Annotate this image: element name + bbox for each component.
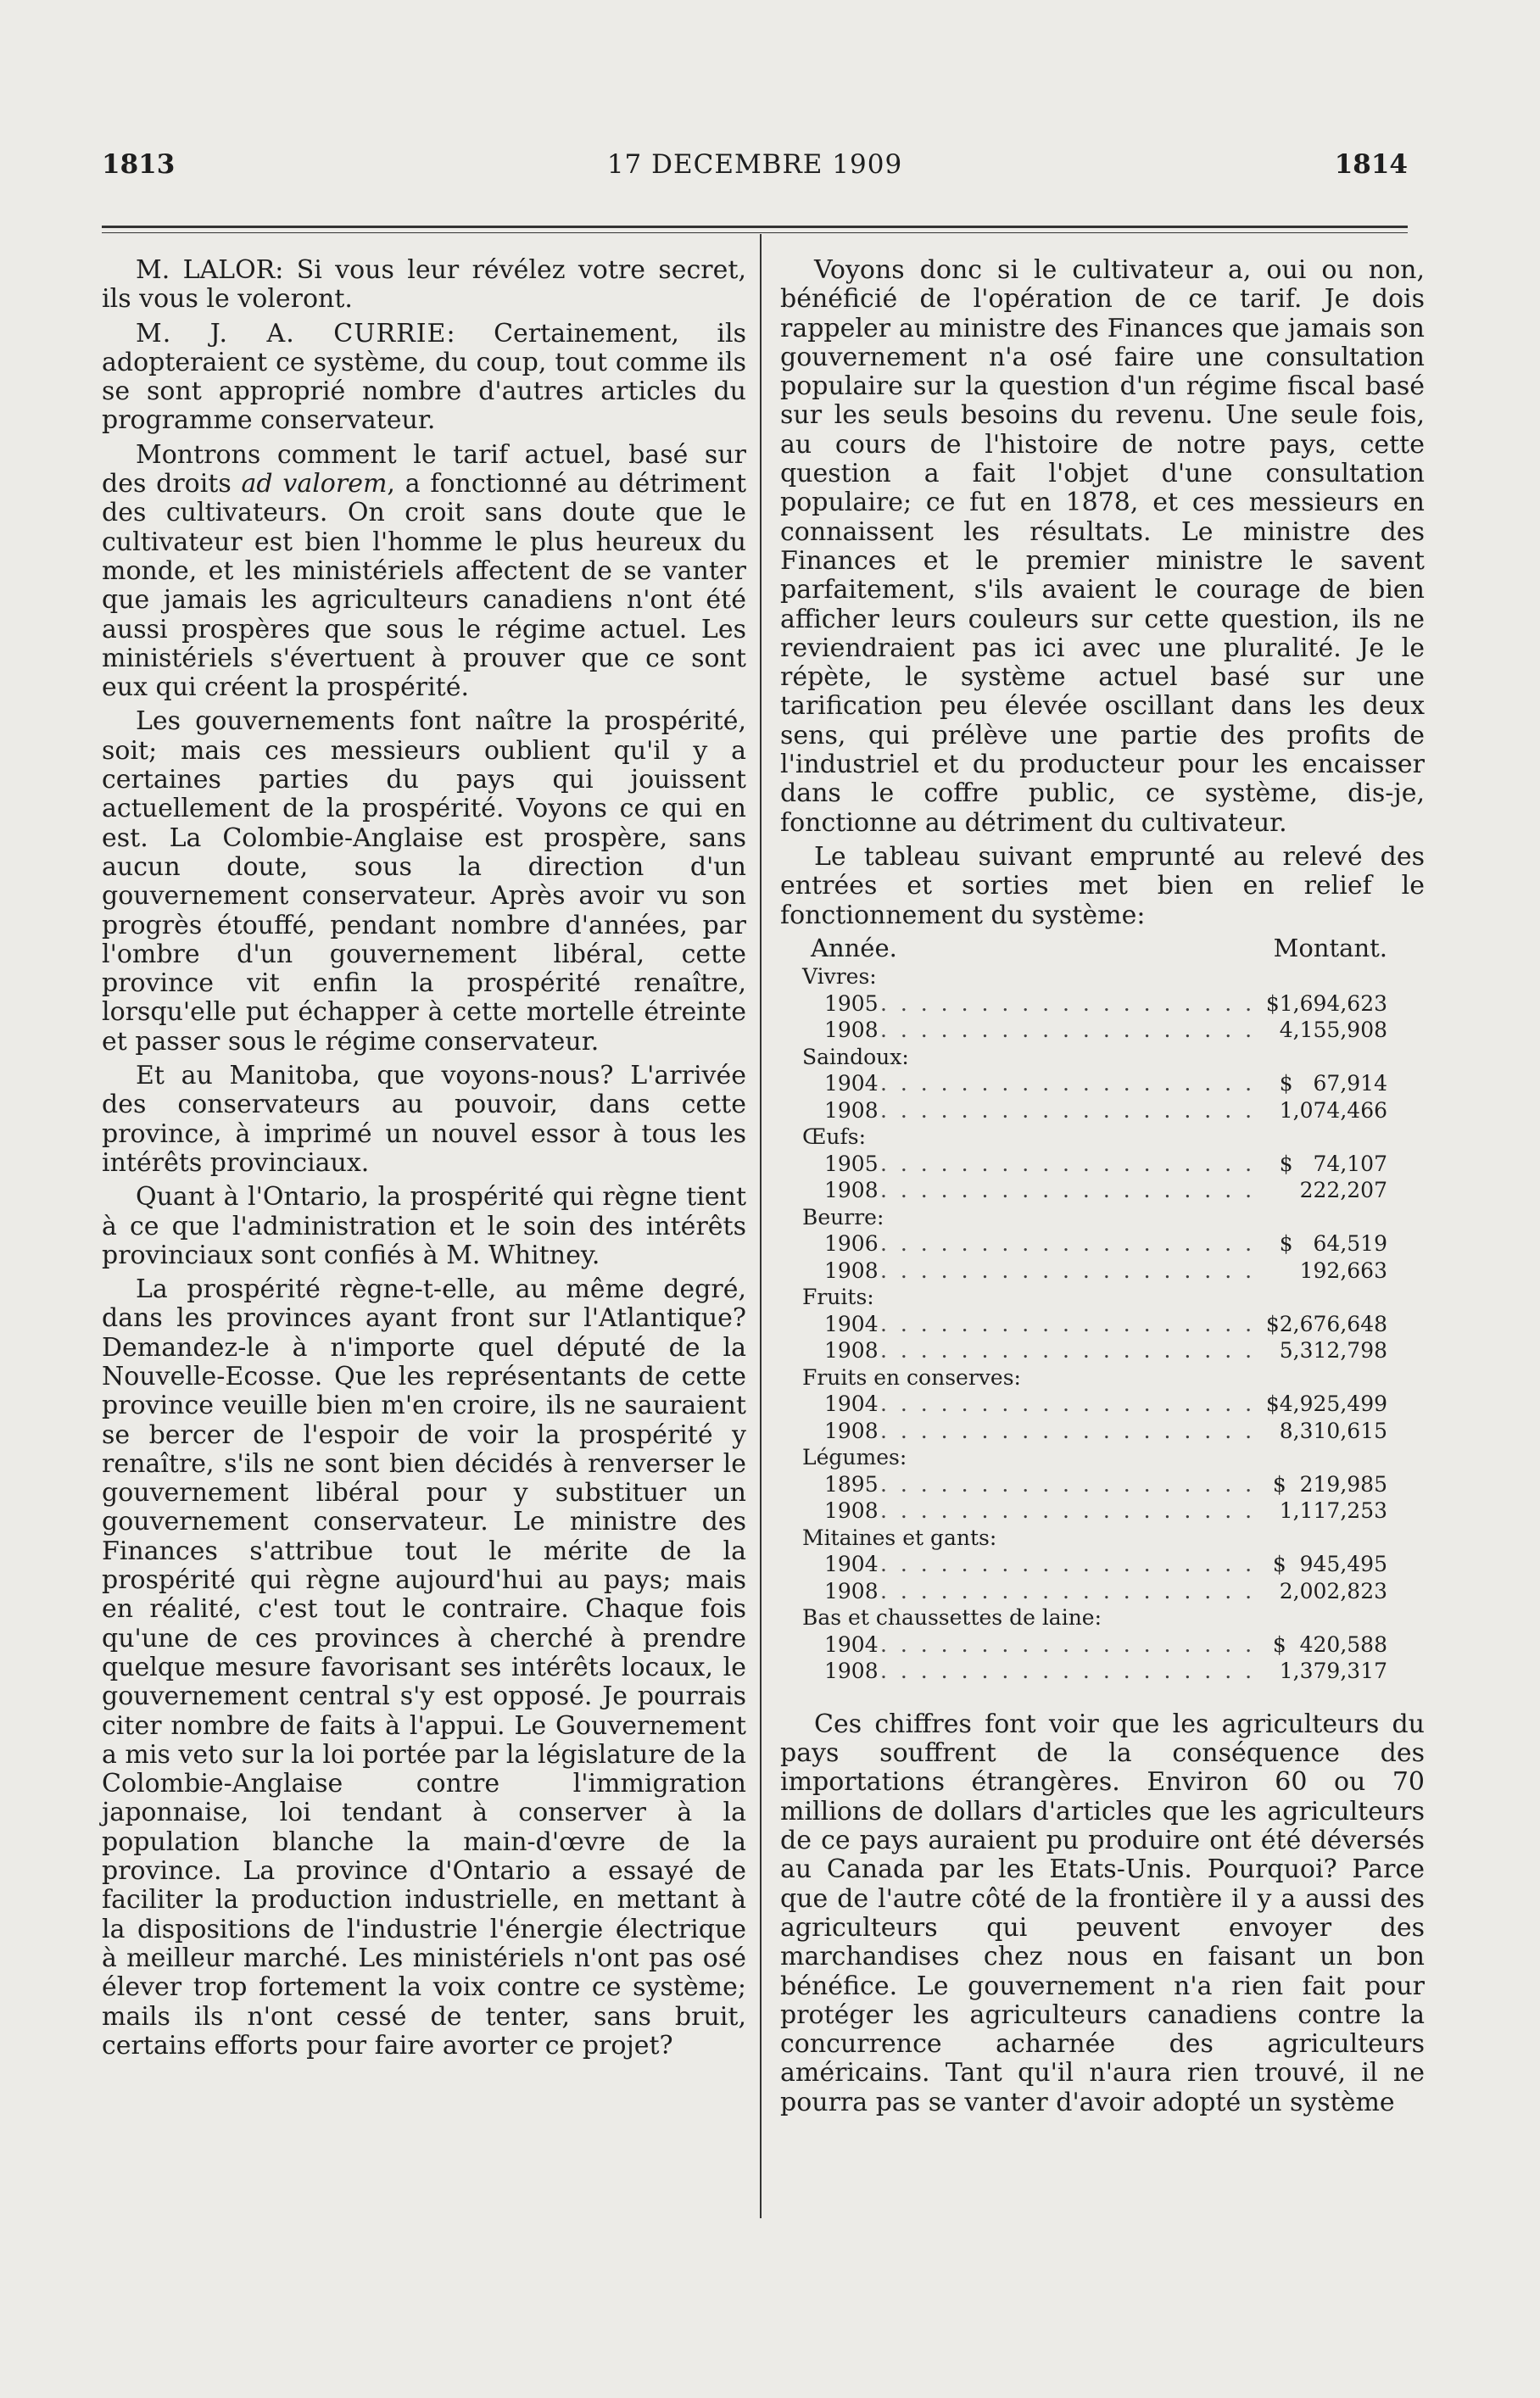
table-row <box>802 990 1387 1018</box>
row-year: 1904 <box>824 1552 879 1577</box>
dot-leader <box>880 1017 1260 1044</box>
table-row <box>802 1258 1387 1285</box>
imports-table <box>802 935 1387 1685</box>
row-year: 1908 <box>824 1097 879 1123</box>
row-year: 1895 <box>824 1471 879 1497</box>
row-amount: $1,694,623 <box>1265 990 1387 1016</box>
dot-leader <box>880 1311 1260 1338</box>
row-amount: 4,155,908 <box>1279 1018 1387 1043</box>
row-amount: $ 74,107 <box>1279 1151 1387 1176</box>
row-amount: $2,676,648 <box>1265 1311 1387 1336</box>
dot-leader <box>880 1497 1260 1525</box>
dot-leader <box>880 1418 1260 1445</box>
table-category: Bas et chaussettes de laine: <box>802 1605 1102 1631</box>
table-row <box>802 1578 1387 1605</box>
table-row <box>802 1391 1387 1418</box>
dot-leader <box>880 1337 1260 1364</box>
table-row <box>802 1177 1387 1204</box>
page-date: 17 DECEMBRE 1909 <box>606 149 903 180</box>
right-column <box>780 256 1425 2122</box>
row-year: 1905 <box>824 990 879 1016</box>
column-header-amount: Montant. <box>1273 933 1387 962</box>
table-category: Vivres: <box>802 964 877 990</box>
row-year: 1908 <box>824 1498 879 1524</box>
row-amount: $ 67,914 <box>1279 1071 1387 1096</box>
left-column <box>102 256 746 2066</box>
paragraph <box>102 320 746 436</box>
row-amount: $ 64,519 <box>1279 1231 1387 1257</box>
table-row <box>802 1497 1387 1525</box>
paragraph: La prospérité règne-t-elle, au même degré, dans les provinces ayant front sur l'Atlantique? Demandez-le à n'importe quel député de la Nouvelle-Ecosse. Que les représentants de cette province veuille bien m'en croire, ils ne sauraient se bercer de l'espoir de voir la prospérité y renaître, s'ils ne sont bien décidés à renverser le gouvernement libéral pour y substituer un gouvernement conservateur. Le ministre des Finances s'attribue tout le mérite de la prospérité qui règne aujourd'hui au pays; mais en réalité, c'est tout le contraire. Chaque fois qu'une de ces provinces à cherché à prendre quelque mesure favorisant ses intérêts locaux, le gouvernement central s'y est opposé. Je pourrais citer nombre de faits à l'appui. Le Gouvernement a mis veto sur la loi portée par la législature de la Colombie-Anglaise contre l'immigration japonnaise, loi tendant à conserver à la population blanche la main-d'œvre de la province. La province d'Ontario a essayé de faciliter la production industrielle, en mettant à la dispositions de l'industrie l'énergie électrique à meilleur marché. Les ministériels n'ont pas osé élever trop fortement la voix contre ce système; mails ils n'ont cessé de tenter, sans bruit, certains efforts pour faire avorter ce projet? <box>102 1274 746 2061</box>
speaker-name: M. J. A. CURRIE: <box>136 318 456 349</box>
table-row <box>802 1418 1387 1445</box>
table-header <box>802 935 1387 962</box>
row-year: 1906 <box>824 1231 879 1257</box>
table-category: Légumes: <box>802 1445 907 1470</box>
row-amount: 2,002,823 <box>1279 1578 1387 1603</box>
row-amount: 222,207 <box>1299 1178 1387 1203</box>
column-header-year: Année. <box>811 933 897 962</box>
row-year: 1908 <box>824 1178 879 1203</box>
row-amount: $4,925,499 <box>1265 1391 1387 1417</box>
header-rule-thick <box>102 226 1408 228</box>
table-row <box>802 1658 1387 1685</box>
column-divider <box>760 234 762 2218</box>
table-category: Saindoux: <box>802 1044 909 1069</box>
dot-leader <box>880 1097 1260 1124</box>
table-category: Fruits: <box>802 1285 874 1310</box>
table-row <box>802 1337 1387 1364</box>
dot-leader <box>880 1177 1260 1204</box>
row-year: 1908 <box>824 1578 879 1603</box>
table-row <box>802 1151 1387 1178</box>
paragraph: Ces chiffres font voir que les agriculteurs du pays souffrent de la conséquence des importations étrangères. Environ 60 ou 70 millions de dollars d'articles que les agriculteurs de ce pays auraient pu produire ont été déversés au Canada par les Etats-Unis. Pourquoi? Parce que de l'autre côté de la frontière il y a aussi des agriculteurs qui peuvent envoyer des marchandises chez nous en faisant un bon bénéfice. Le gouvernement n'a rien fait pour protéger les agriculteurs canadiens contre la concurrence acharnée des agriculteurs américains. Tant qu'il n'aura rien trouvé, il ne pourra pas se vanter d'avoir adopté un système <box>780 1709 1425 2117</box>
paragraph: Et au Manitoba, que voyons-nous? L'arrivée des conservateurs au pouvoir, dans cette province, à imprimé un nouvel essor à tous les intérêts provinciaux. <box>102 1061 746 1178</box>
table-row <box>802 1311 1387 1338</box>
paragraph: Les gouvernements font naître la prospérité, soit; mais ces messieurs oublient qu'il y a certaines parties du pays qui jouissent actuellement de la prospérité. Voyons ce qui en est. La Colombie-Anglaise est prospère, sans aucun doute, sous la direction d'un gouvernement conservateur. Après avoir vu son progrès étouffé, pendant nombre d'années, par l'ombre d'un gouvernement libéral, cette province vit enfin la prospérité renaître, lorsqu'elle put échapper à cette mortelle étreinte et passer sous le régime conservateur. <box>102 706 746 1057</box>
row-amount: 1,117,253 <box>1279 1498 1387 1524</box>
paragraph: Voyons donc si le cultivateur a, oui ou non, bénéficié de l'opération de ce tarif. Je dois rappeler au ministre des Finances que jamais son gouvernement n'a osé faire une consultation populaire sur la question d'un régime fiscal basé sur les seuls besoins du revenu. Une seule fois, au cours de l'histoire de notre pays, cette question a fait l'objet d'une consultation populaire; ce fut en 1878, et ces messieurs en connaissent les résultats. Le ministre des Finances et le premier ministre le savent parfaitement, s'ils avaient le courage de bien afficher leurs couleurs sur cette question, ils ne reviendraient pas ici avec une pluralité. Je le répète, le système actuel basé sur une tarification peu élevée oscillant dans les deux sens, qui prélève une partie des profits de l'industriel et du producteur pour les encaisser dans le coffre public, ce système, dis-je, fonctionne au détriment du cultivateur. <box>780 255 1425 838</box>
row-amount: $ 420,588 <box>1272 1631 1387 1657</box>
dot-leader <box>880 1391 1260 1418</box>
dot-leader <box>880 1471 1260 1498</box>
page-number-left: 1813 <box>102 149 176 180</box>
paragraph: Le tableau suivant emprunté au relevé des entrées et sorties met bien en relief le fonctionnement du système: <box>780 841 1425 930</box>
table-row <box>802 1097 1387 1124</box>
page-header <box>102 149 1408 192</box>
row-amount: 5,312,798 <box>1279 1338 1387 1364</box>
table-row <box>802 1551 1387 1578</box>
dot-leader <box>880 1230 1260 1258</box>
page-number-right: 1814 <box>1334 149 1408 180</box>
row-year: 1904 <box>824 1631 879 1657</box>
row-year: 1904 <box>824 1071 879 1096</box>
dot-leader <box>880 1551 1260 1578</box>
table-row <box>802 1230 1387 1258</box>
dot-leader <box>880 1631 1260 1659</box>
row-year: 1908 <box>824 1338 879 1364</box>
row-year: 1908 <box>824 1659 879 1684</box>
table-category: Mitaines et gants: <box>802 1525 997 1550</box>
row-year: 1904 <box>824 1311 879 1336</box>
table-row <box>802 1471 1387 1498</box>
table-row <box>802 1631 1387 1659</box>
row-amount: $ 945,495 <box>1272 1552 1387 1577</box>
dot-leader <box>880 1658 1260 1685</box>
dot-leader <box>880 990 1260 1018</box>
paragraph-text: Montrons comment le tarif actuel, basé sur des droits <box>102 439 746 499</box>
paragraph <box>102 441 746 703</box>
paragraph: Quant à l'Ontario, la prospérité qui règne tient à ce que l'administration et le soin des intérêts provinciaux sont confiés à M. Whitney. <box>102 1182 746 1270</box>
table-category: Fruits en conserves: <box>802 1364 1021 1390</box>
row-amount: 1,379,317 <box>1279 1659 1387 1684</box>
table-row <box>802 1017 1387 1044</box>
header-rule-thin <box>102 232 1408 233</box>
row-year: 1904 <box>824 1391 879 1417</box>
paragraph-text: , a fonctionné au détriment des cultivateurs. On croit sans doute que le cultivateur est bien l'homme le plus heureux du monde, et les ministériels affectent de se vanter que jamais les agriculteurs canadiens n'ont été aussi prospères que sous le régime actuel. Les ministériels s'évertuent à prouver que ce sont eux qui créent la prospérité. <box>102 469 747 703</box>
row-year: 1908 <box>824 1258 879 1283</box>
dot-leader <box>880 1258 1260 1285</box>
paragraph-text: Certainement, ils adopteraient ce système, du coup, tout comme ils se sont approprié nombre d'autres articles du programme conservateur. <box>102 318 746 436</box>
dot-leader <box>880 1070 1260 1097</box>
dot-leader <box>880 1578 1260 1605</box>
row-year: 1908 <box>824 1418 879 1443</box>
table-row <box>802 1070 1387 1097</box>
row-amount: 8,310,615 <box>1279 1418 1387 1443</box>
row-amount: 1,074,466 <box>1279 1097 1387 1123</box>
emphasis-text: ad valorem <box>241 469 388 499</box>
paragraph: M. LALOR: Si vous leur révélez votre secret, ils vous le voleront. <box>102 255 746 315</box>
table-category: Beurre: <box>802 1204 884 1230</box>
row-amount: $ 219,985 <box>1272 1471 1387 1497</box>
row-year: 1905 <box>824 1151 879 1176</box>
table-category: Œufs: <box>802 1124 867 1150</box>
dot-leader <box>880 1151 1260 1178</box>
row-year: 1908 <box>824 1018 879 1043</box>
row-amount: 192,663 <box>1299 1258 1387 1283</box>
